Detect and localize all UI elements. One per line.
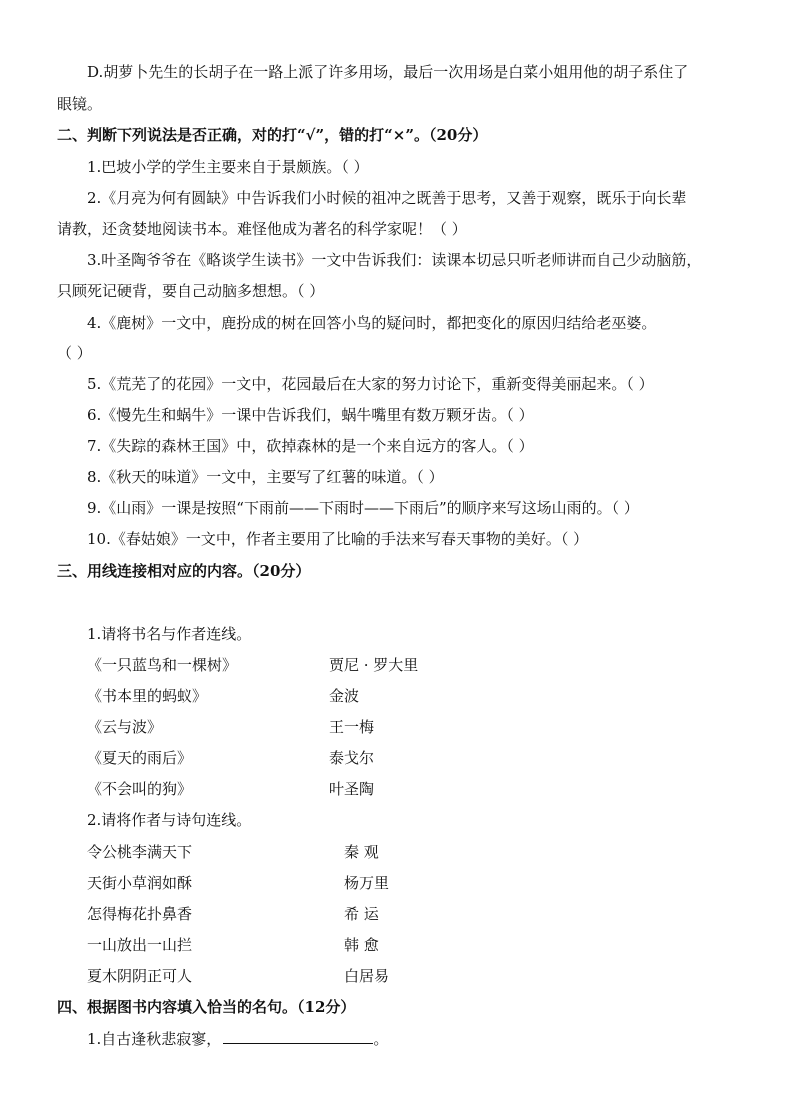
judge-item-1: 1.巴坡小学的学生主要来自于景颇族。（ ） <box>87 158 369 176</box>
poet-name: 韩 愈 <box>344 936 379 954</box>
judge-item-7: 7.《失踪的森林王国》中，砍掉森林的是一个来自远方的客人。（ ） <box>87 437 534 455</box>
poem-line: 怎得梅花扑鼻香 <box>87 905 193 923</box>
poet-name: 秦 观 <box>344 843 379 861</box>
fill-item-1-suffix: 。 <box>373 1030 389 1048</box>
poet-name: 杨万里 <box>344 874 390 892</box>
poem-line: 夏木阴阴正可人 <box>87 967 193 985</box>
book-author: 王一梅 <box>329 718 375 736</box>
judge-item-6: 6.《慢先生和蜗牛》一课中告诉我们，蜗牛嘴里有数万颗牙齿。（ ） <box>87 406 534 424</box>
judge-item-5: 5.《荒芜了的花园》一文中，花园最后在大家的努力讨论下，重新变得美丽起来。（ ） <box>87 375 654 393</box>
poet-name: 白居易 <box>344 967 390 985</box>
option-d-line1: D.胡萝卜先生的长胡子在一路上派了许多用场，最后一次用场是白菜小姐用他的胡子系住了 <box>87 63 689 81</box>
poem-line: 一山放出一山拦 <box>87 936 193 954</box>
book-author: 金波 <box>329 687 360 705</box>
fill-item-1 <box>87 1029 388 1049</box>
book-title: 《书本里的蚂蚁》 <box>87 687 208 705</box>
section3-heading: 三、用线连接相对应的内容。（20分） <box>57 562 311 580</box>
judge-item-2-line1: 2.《月亮为何有圆缺》中告诉我们小时候的祖冲之既善于思考，又善于观察，既乐于向长辈 <box>87 189 687 207</box>
judge-item-4-line2: （ ） <box>57 344 92 362</box>
section4-heading: 四、根据图书内容填入恰当的名句。（12分） <box>57 998 356 1016</box>
fill-item-1-prefix: 1.自古逢秋悲寂寥， <box>87 1030 222 1048</box>
book-title: 《一只蓝鸟和一棵树》 <box>87 656 238 674</box>
judge-item-4-line1: 4.《鹿树》一文中，鹿扮成的树在回答小鸟的疑问时，都把变化的原因归结给老巫婆。 <box>87 314 657 332</box>
book-title: 《云与波》 <box>87 718 163 736</box>
judge-item-3-line2: 只顾死记硬背，要自己动脑多想想。（ ） <box>57 282 325 300</box>
poem-line: 令公桃李满天下 <box>87 843 193 861</box>
book-title: 《夏天的雨后》 <box>87 749 193 767</box>
book-author: 贾尼 · 罗大里 <box>329 656 419 674</box>
judge-item-8: 8.《秋天的味道》一文中，主要写了红薯的味道。（ ） <box>87 468 444 486</box>
match-part1-title: 1.请将书名与作者连线。 <box>87 625 252 643</box>
book-author: 叶圣陶 <box>329 780 375 798</box>
book-author: 泰戈尔 <box>329 749 375 767</box>
judge-item-9: 9.《山雨》一课是按照“下雨前——下雨时——下雨后”的顺序来写这场山雨的。（ ） <box>87 499 639 517</box>
answer-blank[interactable] <box>223 1029 373 1044</box>
judge-item-2-line2: 请教，还贪婪地阅读书本。难怪他成为著名的科学家呢！（ ） <box>57 220 467 238</box>
option-d-line2: 眼镜。 <box>57 95 103 113</box>
section2-heading: 二、判断下列说法是否正确，对的打“√”，错的打“×”。（20分） <box>57 126 488 144</box>
judge-item-3-line1: 3.叶圣陶爷爷在《略谈学生读书》一文中告诉我们：读课本切忌只听老师讲而自己少动脑筋， <box>87 251 702 269</box>
poem-line: 天街小草润如酥 <box>87 874 193 892</box>
judge-item-10: 10.《春姑娘》一文中，作者主要用了比喻的手法来写春天事物的美好。（ ） <box>87 530 589 548</box>
poet-name: 希 运 <box>344 905 379 923</box>
book-title: 《不会叫的狗》 <box>87 780 193 798</box>
match-part2-title: 2.请将作者与诗句连线。 <box>87 811 252 829</box>
